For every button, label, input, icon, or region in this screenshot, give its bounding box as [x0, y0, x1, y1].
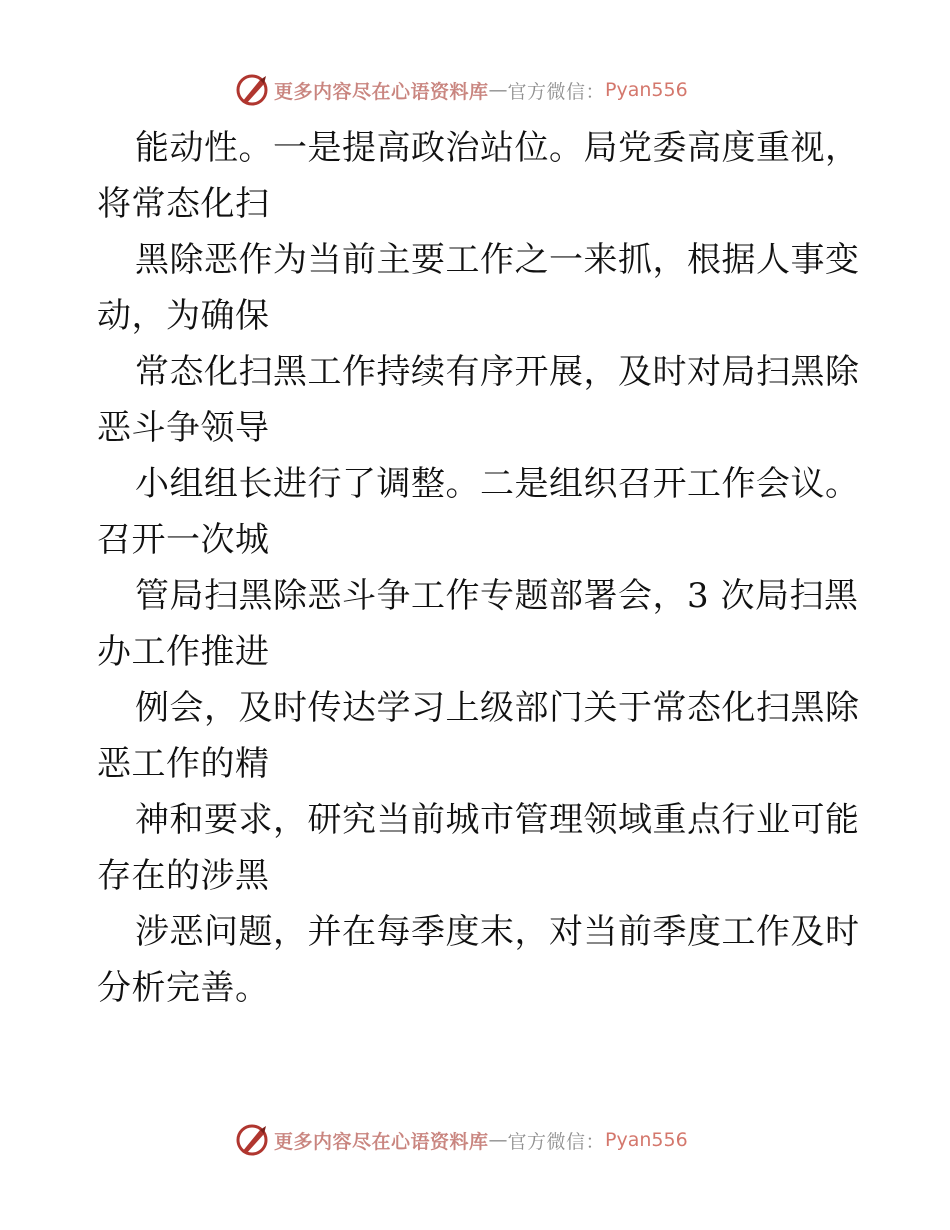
paragraph-line: 管局扫黑除恶斗争工作专题部署会，3 次局扫黑	[135, 576, 859, 616]
watermark-separator: —	[488, 79, 508, 101]
watermark-account: Pyan556	[605, 79, 688, 101]
footer-watermark	[234, 1120, 688, 1160]
header-watermark	[234, 70, 688, 110]
watermark-account: Pyan556	[605, 1129, 688, 1151]
paragraph-line: 黑除恶作为当前主要工作之一来抓，根据人事变	[135, 240, 860, 280]
paragraph	[97, 232, 860, 344]
watermark-label: 官方微信：	[507, 80, 606, 103]
paragraph-line: 涉恶问题，并在每季度末，对当前季度工作及时	[135, 912, 860, 952]
quill-pen-logo-icon	[234, 72, 270, 108]
watermark-brand: 更多内容尽在心语资料库	[274, 80, 489, 103]
paragraph	[97, 456, 860, 568]
paragraph-line: 存在的涉黑	[97, 856, 270, 896]
paragraph-line: 办工作推进	[97, 632, 270, 672]
paragraph	[97, 680, 860, 792]
paragraph-line: 分析完善。	[97, 968, 270, 1008]
paragraph	[97, 120, 860, 232]
document-body	[97, 120, 860, 1016]
watermark-brand: 更多内容尽在心语资料库	[274, 1130, 489, 1153]
paragraph-line: 神和要求，研究当前城市管理领域重点行业可能	[135, 800, 860, 840]
paragraph	[97, 568, 857, 680]
paragraph-line: 恶斗争领导	[97, 408, 270, 448]
quill-pen-logo-icon	[234, 1122, 270, 1158]
paragraph	[97, 344, 860, 456]
paragraph-line: 将常态化扫	[97, 184, 270, 224]
paragraph-line: 例会，及时传达学习上级部门关于常态化扫黑除	[135, 688, 860, 728]
paragraph-line: 常态化扫黑工作持续有序开展，及时对局扫黑除	[135, 352, 860, 392]
paragraph-line: 能动性。一是提高政治站位。局党委高度重视，	[135, 128, 860, 168]
paragraph-line: 恶工作的精	[97, 744, 270, 784]
paragraph-line: 小组组长进行了调整。二是组织召开工作会议。	[135, 464, 860, 504]
paragraph-line: 动，为确保	[97, 296, 270, 336]
watermark-separator: —	[488, 1129, 508, 1151]
watermark-label: 官方微信：	[507, 1130, 606, 1153]
paragraph	[97, 792, 860, 904]
paragraph	[97, 904, 860, 1016]
paragraph-line: 召开一次城	[97, 520, 270, 560]
